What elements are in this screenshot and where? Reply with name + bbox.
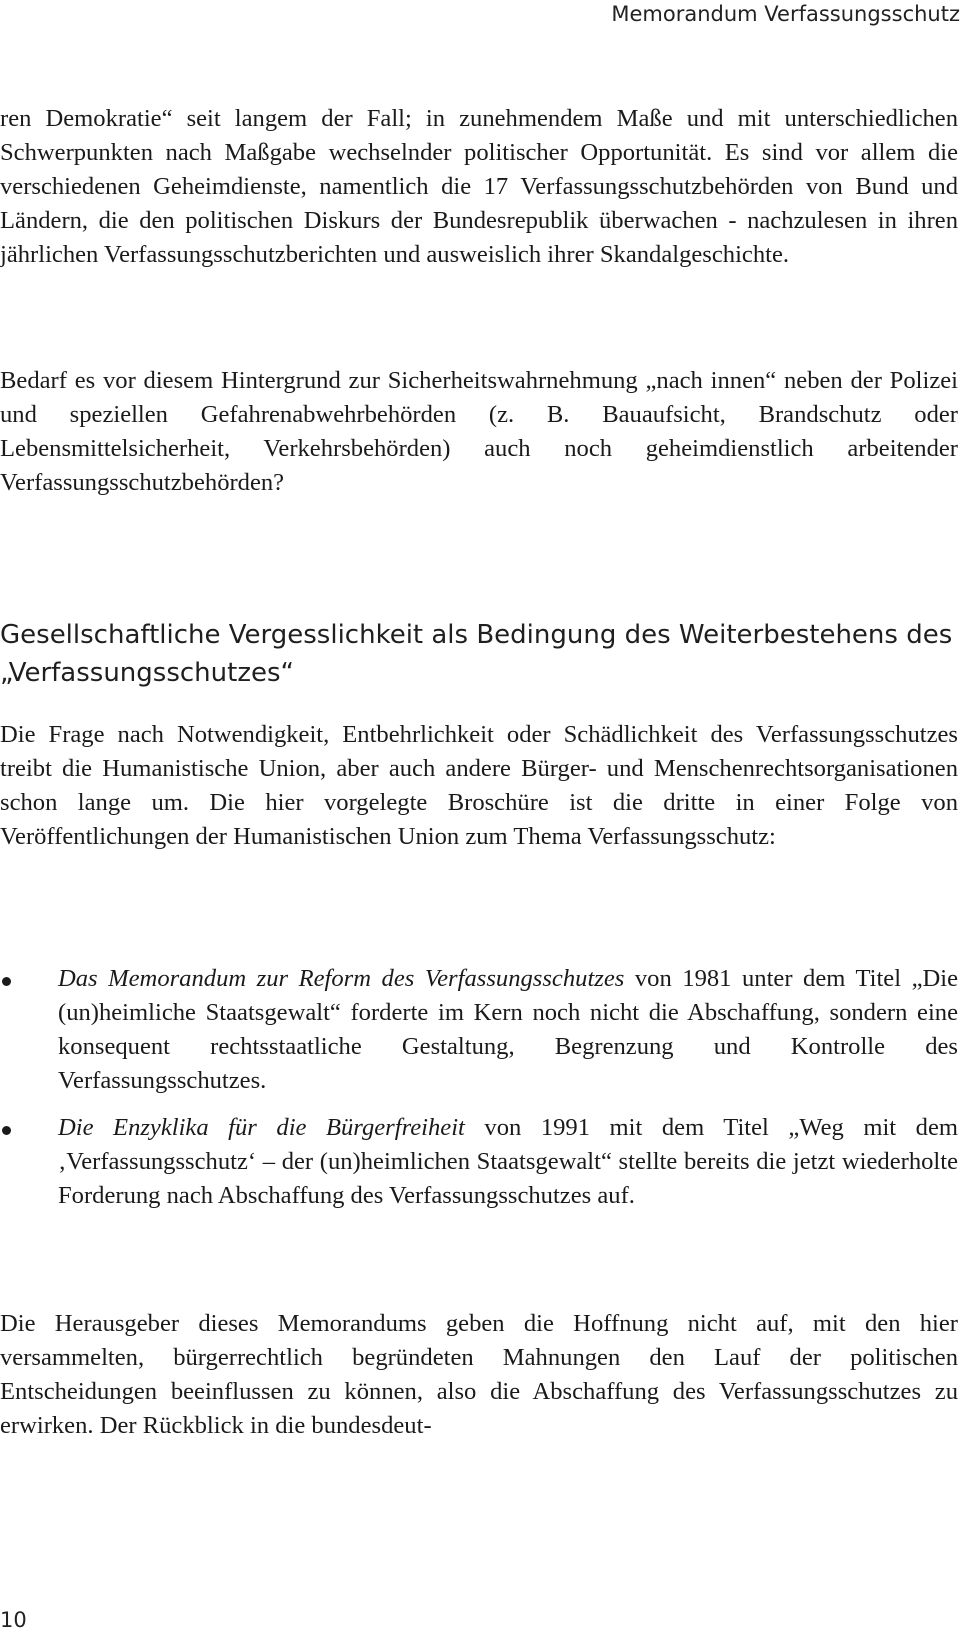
list-item-text: von 1981 unter dem Titel „Die (un)heimliche Staatsgewalt“ forderte im Kern noch nicht die Abschaffung, sondern eine konsequent rechtsstaatliche Gestaltung, Begrenzung und Kontrolle des Verfassungsschutzes. xyxy=(58,965,958,1094)
list-item xyxy=(0,1111,958,1213)
publication-list xyxy=(0,962,958,1213)
running-header: Memorandum Verfassungsschutz xyxy=(611,2,960,26)
bullet-icon xyxy=(2,1126,11,1135)
page-number: 10 xyxy=(0,1608,27,1632)
list-item-text: von 1991 mit dem Titel „Weg mit dem ‚Verfassungsschutz‘ – der (un)heimlichen Staatsgewalt“ stellte bereits die jetzt wiederholte Forderung nach Abschaffung des Verfassungsschutzes auf. xyxy=(58,1114,958,1209)
body-paragraph-4: Die Herausgeber dieses Memorandums geben die Hoffnung nicht auf, mit den hier versammelten, bürgerrechtlich begründeten Mahnungen den Lauf der politischen Entscheidungen beeinflussen zu können, also die Abschaffung des Verfassungsschutzes zu erwirken. Der Rückblick in die bundesdeut- xyxy=(0,1310,958,1439)
body-paragraph-2: Bedarf es vor diesem Hintergrund zur Sicherheitswahrnehmung „nach innen“ neben der Polizei und speziellen Gefahrenabwehrbehörden (z. B. Bauaufsicht, Brandschutz oder Lebensmittelsicherheit, Verkehrsbehörden) auch noch geheimdienstlich arbeitender Verfassungsschutzbehörden? xyxy=(0,367,958,496)
body-paragraph-3: Die Frage nach Notwendigkeit, Entbehrlichkeit oder Schädlichkeit des Verfassungsschutzes treibt die Humanistische Union, aber auch andere Bürger- und Menschenrechtsorganisationen schon lange um. Die hier vorgelegte Broschüre ist die dritte in einer Folge von Veröffentlichungen der Humanistischen Union zum Thema Verfassungsschutz: xyxy=(0,721,958,850)
section-heading: Gesellschaftliche Vergesslichkeit als Bedingung des Weiterbestehens des „Verfassungsschutzes“ xyxy=(0,620,953,688)
publication-title: Die Enzyklika für die Bürgerfreiheit xyxy=(58,1114,465,1141)
publication-title: Das Memorandum zur Reform des Verfassungsschutzes xyxy=(58,965,625,992)
list-item xyxy=(0,962,958,1098)
body-paragraph-1: ren Demokratie“ seit langem der Fall; in zunehmendem Maße und mit unterschiedlichen Schwerpunkten nach Maßgabe wechselnder politischer Opportunität. Es sind vor allem die verschiedenen Geheimdienste, namentlich die 17 Verfassungsschutzbehörden von Bund und Ländern, die den politischen Diskurs der Bundesrepublik überwachen - nachzulesen in ihren jährlichen Verfassungsschutzberichten und ausweislich ihrer Skandalgeschichte. xyxy=(0,105,958,268)
bullet-icon xyxy=(2,977,11,986)
